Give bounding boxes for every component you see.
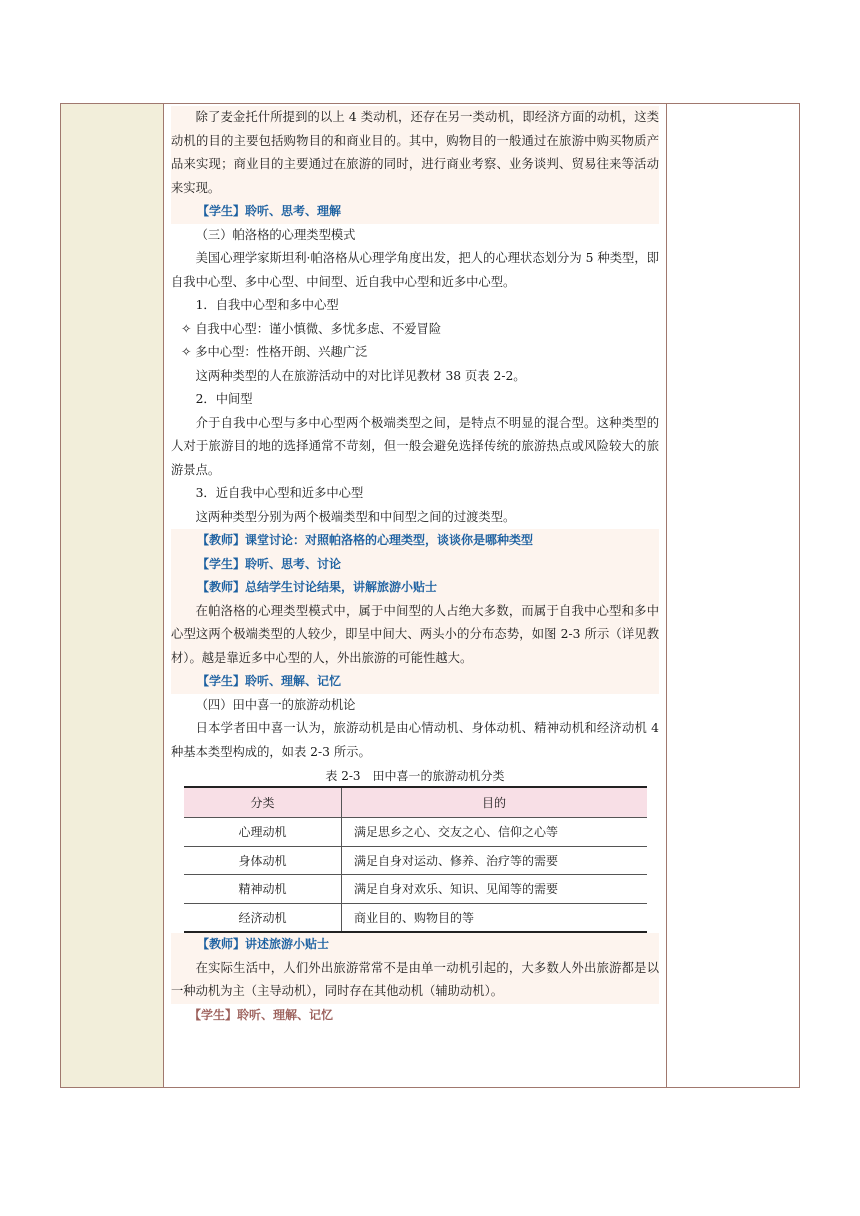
table-cell: 精神动机 [184,875,342,904]
section-heading: （三）帕洛格的心理类型模式 [195,227,356,242]
table-header-row [184,787,647,818]
main-content [171,106,659,1027]
motivation-table [184,786,647,933]
table-row [184,818,647,847]
table-cell: 满足自身对欢乐、知识、见闻等的需要 [342,875,648,904]
item-heading: 3．近自我中心型和近多中心型 [195,486,364,500]
table-cell: 心理动机 [184,818,342,847]
paragraph: 日本学者田中喜一认为，旅游动机是由心情动机、身体动机、精神动机和经济动机 4 种基本类型构成的，如表 2-3 所示。 [171,721,659,759]
paragraph: 除了麦金托什所提到的以上 4 类动机，还存在另一类动机，即经济方面的动机，这类动机的目的主要包括购物目的和商业目的。其中，购物目的一般通过在旅游中购买物质产品来实现；商业目的主要通过在旅游的同时，进行商业考察、业务谈判、贸易往来等活动来实现。 [171,110,659,195]
table-cell: 满足自身对运动、修养、治疗等的需要 [342,846,648,875]
table-row [184,875,647,904]
item-heading: 1．自我中心型和多中心型 [195,298,339,312]
paragraph: 介于自我中心型与多中心型两个极端类型之间，是特点不明显的混合型。这种类型的人对于旅游目的地的选择通常不苛刻，但一般会避免选择传统的旅游热点或风险较大的旅游景点。 [171,415,659,477]
paragraph: 在帕洛格的心理类型模式中，属于中间型的人占绝大多数，而属于自我中心型和多中心型这两个极端类型的人较少，即呈中间大、两头小的分布态势，如图 2-3 所示（详见教材）。越是靠近多中心型的人，外出旅游的可能性越大。 [171,603,659,665]
table-row [184,846,647,875]
left-column [61,104,164,1087]
table-cell: 身体动机 [184,846,342,875]
student-tag: 【学生】聆听、思考、讨论 [197,556,342,571]
item-heading: 2．中间型 [195,392,253,406]
bullet-item: ✧ 多中心型：性格开朗、兴趣广泛 [181,345,368,359]
table-header-cell: 分类 [184,787,342,818]
paragraph: 这两种类型分别为两个极端类型和中间型之间的过渡类型。 [195,509,516,524]
bullet-item: ✧ 自我中心型：谨小慎微、多忧多虑、不爱冒险 [181,321,442,336]
table-header-cell: 目的 [342,787,648,818]
highlight-block-2 [171,529,659,694]
table-cell: 商业目的、购物目的等 [342,903,648,932]
section-heading: （四）田中喜一的旅游动机论 [195,697,356,712]
paragraph: 这两种类型的人在旅游活动中的对比详见教材 38 页表 2-2。 [195,368,526,383]
paragraph: 在实际生活中，人们外出旅游常常不是由单一动机引起的，大多数人外出旅游都是以一种动机为主（主导动机），同时存在其他动机（辅助动机）。 [171,960,659,998]
table-cell: 经济动机 [184,903,342,932]
table-row [184,903,647,932]
highlight-block-3 [171,933,659,1004]
student-tag: 【学生】聆听、理解、记忆 [189,1007,334,1022]
student-tag: 【学生】聆听、思考、理解 [197,204,342,218]
table-cell: 满足思乡之心、交友之心、信仰之心等 [342,818,648,847]
teacher-tag: 【教师】讲述旅游小贴士 [197,937,330,951]
table-caption: 表 2-3 田中喜一的旅游动机分类 [325,769,505,783]
teacher-tag: 【教师】课堂讨论：对照帕洛格的心理类型，谈谈你是哪种类型 [197,533,534,547]
teacher-tag: 【教师】总结学生讨论结果，讲解旅游小贴士 [197,580,438,594]
right-column [666,104,799,1087]
paragraph: 美国心理学家斯坦利·帕洛格从心理学角度出发，把人的心理状态划分为 5 种类型，即自我中心型、多中心型、中间型、近自我中心型和近多中心型。 [171,251,659,289]
highlight-block-1 [171,106,659,224]
student-tag: 【学生】聆听、理解、记忆 [197,674,342,688]
